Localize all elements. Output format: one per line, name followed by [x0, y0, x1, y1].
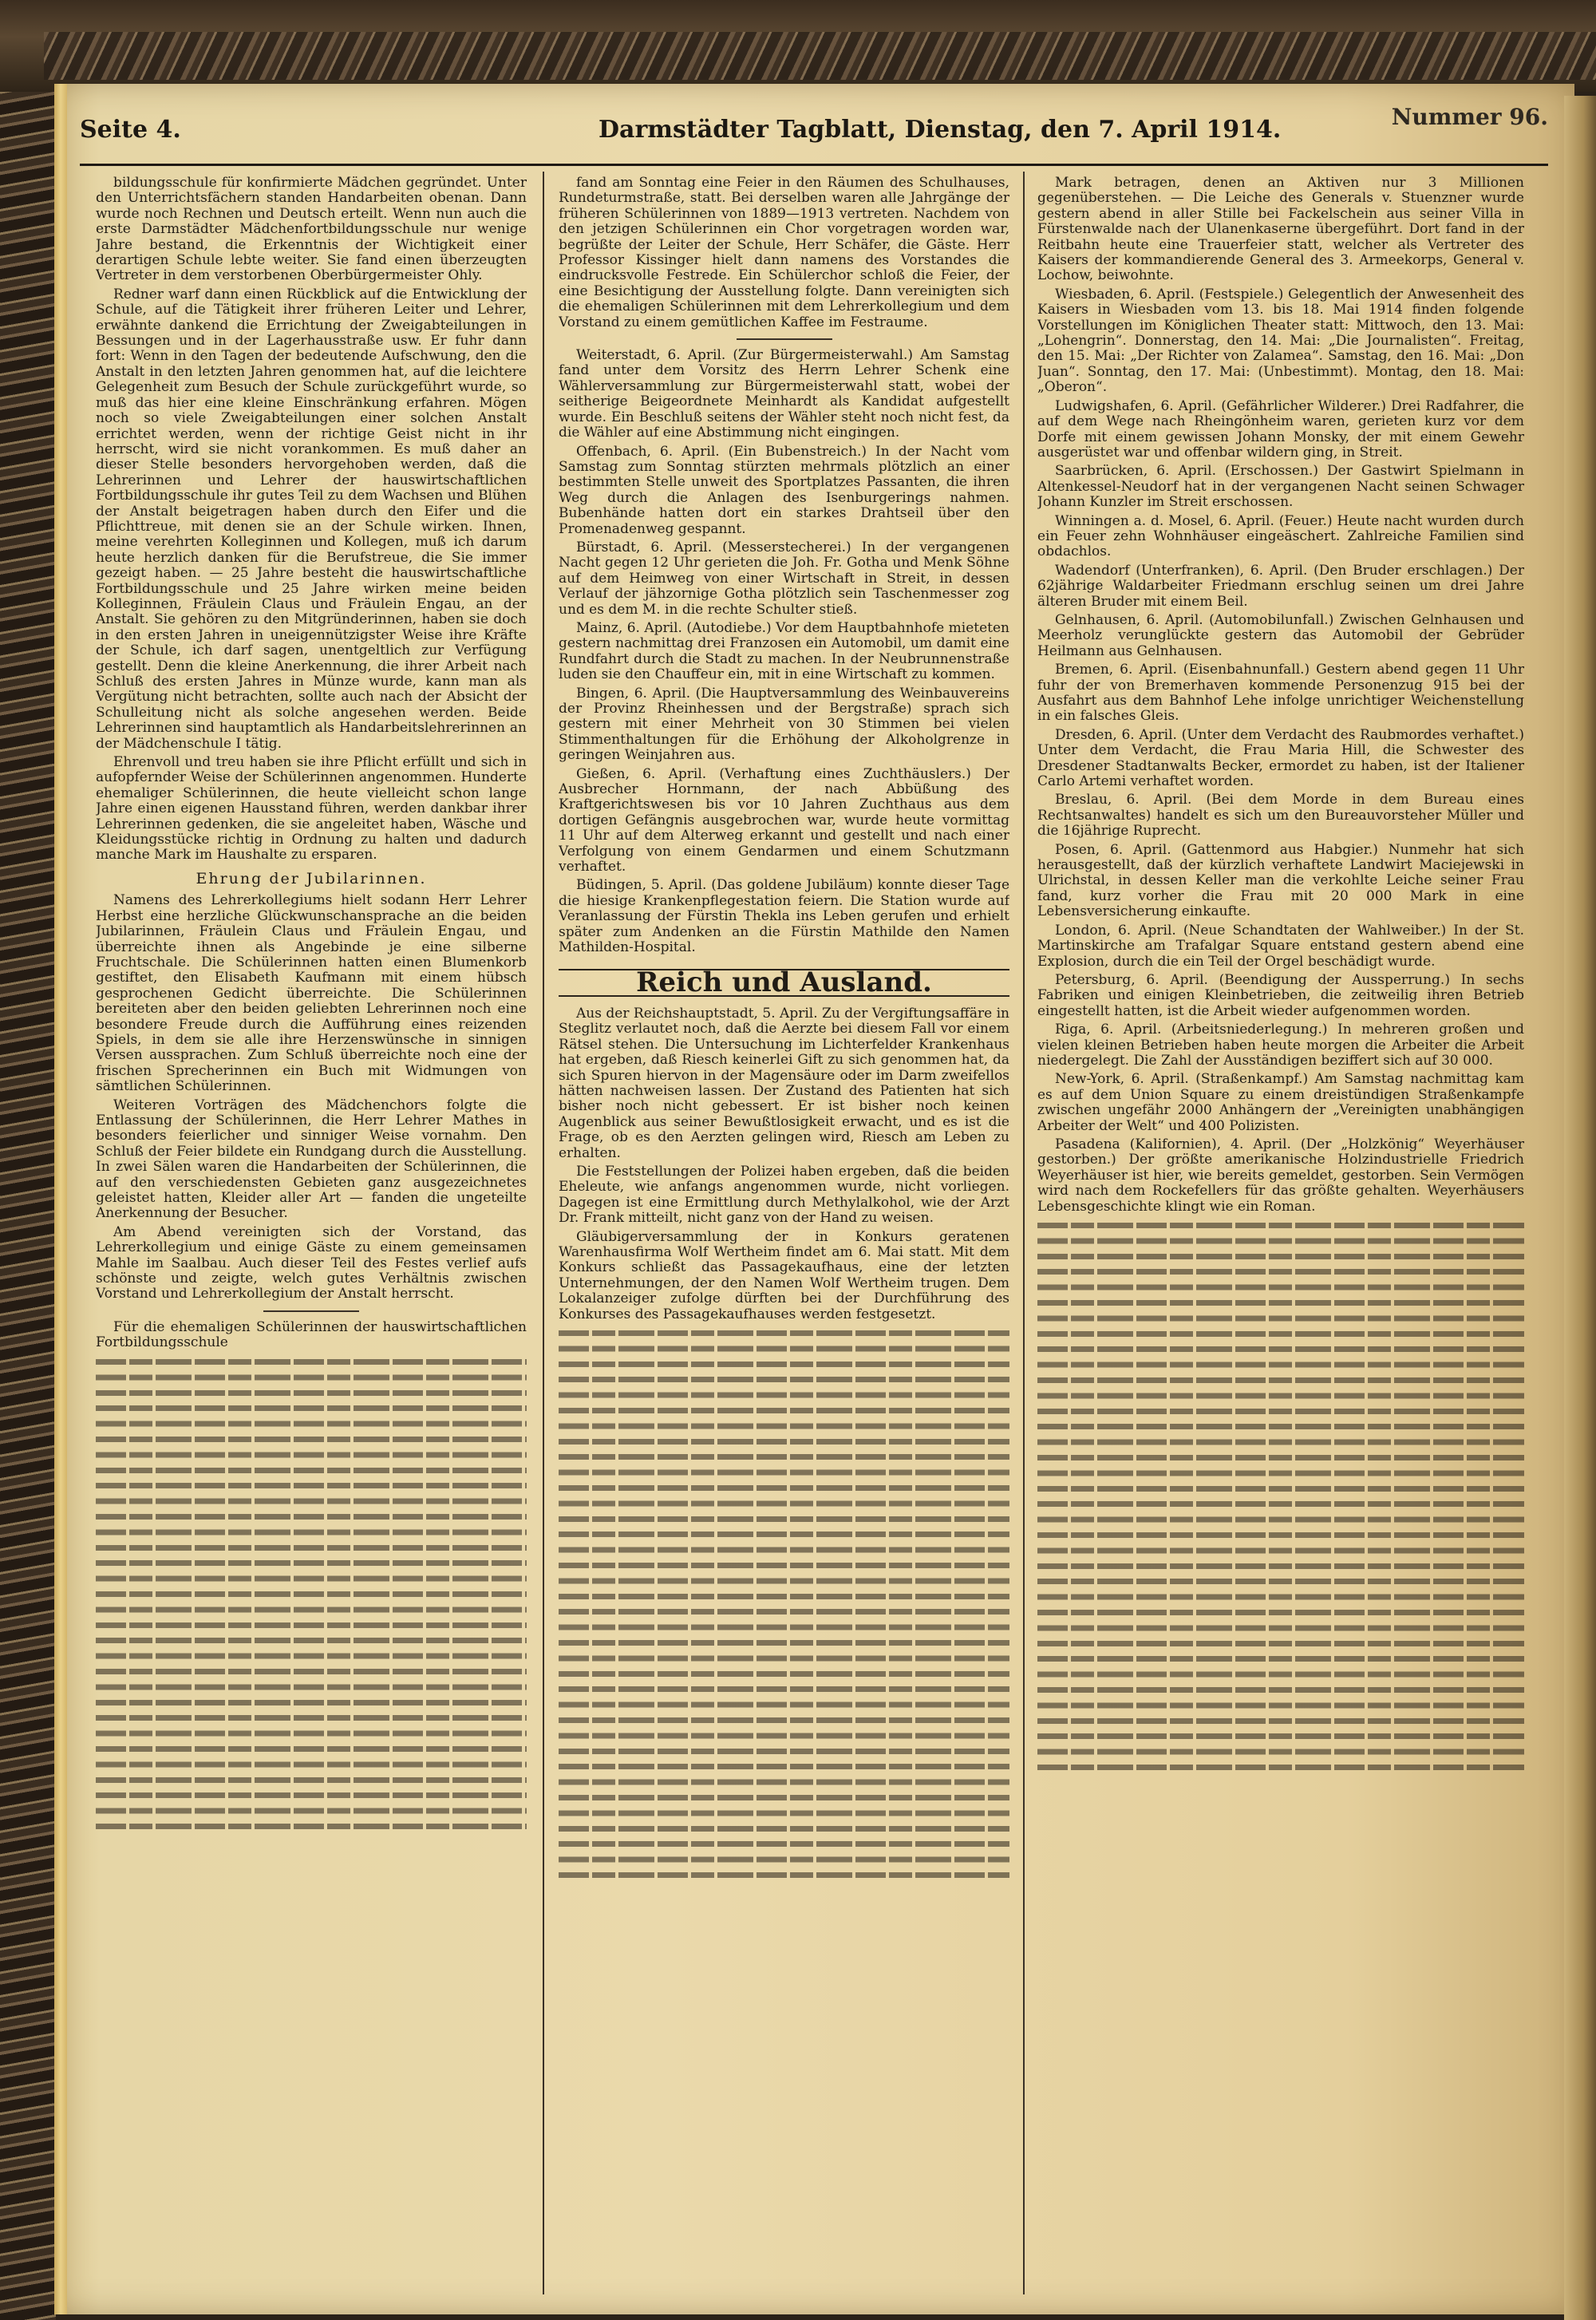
page-gutter	[54, 84, 67, 2314]
page-number-label: Seite 4.	[80, 116, 181, 144]
news-item: Offenbach, 6. April. (Ein Bubenstreich.) In der Nacht vom Samstag zum Sonntag stürzten mehrmals plötzlich an einer bestimmten Stelle unweit des Sportplatzes Passanten, die ihren Weg durch die Anlagen des Isenburgerings nahmen. Bubenhände hatten dort ein starkes Drahtseil über den Promenadenweg gespannt.	[559, 443, 1009, 537]
article-paragraph: fand am Sonntag eine Feier in den Räumen des Schulhauses, Rundeturmstraße, statt. Bei derselben waren alle Jahrgänge der früheren Schülerinnen von 1889—1913 vertreten. Nachdem von den jetzigen Schülerinnen ein Chor vorgetragen worden war, begrüßte der Leiter der Schule, Herr Schäfer, die Gäste. Herr Professor Kissinger hielt dann namens des Vorstandes die eindrucksvolle Festrede. Ein Schülerchor schloß die Feier, der eine Besichtigung der Ausstellung folgte. Dann vereinigten sich die ehemaligen Schülerinnen mit dem Lehrerkollegium und dem Vorstand zu einem gemütlichen Kaffee im Festraume.	[559, 176, 1009, 330]
news-item: Bürstadt, 6. April. (Messerstecherei.) In der vergangenen Nacht gegen 12 Uhr gerieten die Joh. Fr. Gotha und Menk Söhne auf dem Heimweg von einer Wirtschaft in Streit, in dessen Verlauf der jähzornige Gotha plötzlich sein Taschenmesser zog und es dem M. in die rechte Schulter stieß.	[559, 539, 1009, 618]
article-paragraph: Ehrenvoll und treu haben sie ihre Pflicht erfüllt und sich in aufopfernder Weise der Schülerinnen angenommen. Hunderte ehemaliger Schülerinnen, die heute vielleicht schon lange Jahre einen eigenen Hausstand führen, werden dankbar ihrer Lehrerinnen gedenken, die sie angeleitet haben, Wäsche und Kleidungsstücke richtig in Ordnung zu halten und dadurch manche Mark im Haushalte zu ersparen.	[96, 754, 527, 864]
news-item: Weiterstadt, 6. April. (Zur Bürgermeisterwahl.) Am Samstag fand unter dem Vorsitz des Herrn Lehrer Schenk eine Wählerversammlung zur Bürgermeisterwahl statt, wobei der seitherige Beigeordnete Meinhardt als Kandidat aufgestellt wurde. Ein Beschluß seitens der Wähler steht noch nicht fest, da die Wähler auf eine Abstimmung nicht eingingen.	[559, 347, 1009, 441]
news-item: Mainz, 6. April. (Autodiebe.) Vor dem Hauptbahnhofe mieteten gestern nachmittag drei Franzosen ein Automobil, um damit eine Rundfahrt durch die Stadt zu machen. In der Neubrunnenstraße luden sie den Chauffeur ein, mit in eine Wirtschaft zu kommen.	[559, 619, 1009, 683]
paper-title: Darmstädter Tagblatt, Dienstag, den 7. April 1914.	[598, 116, 1282, 144]
text-block	[559, 1326, 1009, 1884]
news-item: Die Feststellungen der Polizei haben ergeben, daß die beiden Eheleute, wie anfangs angenommen wurde, nicht vorliegen. Dagegen ist eine Ermittlung durch Methylalkohol, wie der Arzt Dr. Frank mitteilt, nicht ganz von der Hand zu weisen.	[559, 1163, 1009, 1227]
news-item: Petersburg, 6. April. (Beendigung der Aussperrung.) In sechs Fabriken und einigen Kleinbetrieben, die zeitweilig ihren Betrieb eingestellt hatten, ist die Arbeit wieder aufgenommen worden.	[1037, 971, 1524, 1019]
news-item: Riga, 6. April. (Arbeitsniederlegung.) In mehreren großen und vielen kleinen Betrieben haben heute morgen die Arbeiter die Arbeit niedergelegt. Die Zahl der Ausständigen beziffert sich auf 30 000.	[1037, 1022, 1524, 1069]
news-item: Aus der Reichshauptstadt, 5. April. Zu der Vergiftungsaffäre in Steglitz verlautet noch, daß die Aerzte bei diesem Fall vor einem Rätsel stehen. Die Untersuchung im Lichterfelder Krankenhaus hat ergeben, daß Riesch keinerlei Gift zu sich genommen hat, da sich Spuren hiervon in der Magensäure oder im Darm zweifellos hätten nachweisen lassen. Der Zustand des Patienten hat sich bisher noch nicht gebessert. Er ist bisher noch keinen Augenblick aus seiner Bewußtlosigkeit erwacht, und es ist die Frage, ob es den Aerzten gelingen wird, Riesch am Leben zu erhalten.	[559, 1005, 1009, 1161]
column-3	[1037, 176, 1524, 2294]
news-item: New-York, 6. April. (Straßenkampf.) Am Samstag nachmittag kam es auf dem Union Square zu einem dreistündigen Straßenkampfe zwischen ungefähr 2000 Anhängern der „Vereinigten unabhängigen Arbeiter der Welt“ und 400 Polizisten.	[1037, 1071, 1524, 1134]
news-item: Saarbrücken, 6. April. (Erschossen.) Der Gastwirt Spielmann in Altenkessel-Neudorf hat in der vergangenen Nacht seinen Schwager Johann Kunzler im Streit erschossen.	[1037, 463, 1524, 511]
article-paragraph: Am Abend vereinigten sich der Vorstand, das Lehrerkollegium und einige Gäste zu einem gemeinsamen Mahle im Saalbau. Auch dieser Teil des Festes verlief aufs schönste und zeigte, welch gutes Verhältnis zwischen Vorstand und Lehrerkollegium der Anstalt herrscht.	[96, 1223, 527, 1302]
article-paragraph: Weiteren Vorträgen des Mädchenchors folgte die Entlassung der Schülerinnen, die Herr Lehrer Mathes in besonders feierlicher und sinniger Weise vornahm. Den Schluß der Feier bildete ein Rundgang durch die Ausstellung. In zwei Sälen waren die Handarbeiten der Schülerinnen, die auf den verschiedensten Gebieten ganz ausgezeichnetes geleistet hatten, Kleider aller Art — fanden die ungeteilte Anerkennung der Besucher.	[96, 1097, 527, 1222]
column-1	[96, 176, 527, 2294]
news-item: Mark betragen, denen an Aktiven nur 3 Millionen gegenüberstehen. — Die Leiche des Generals v. Stuenzner wurde gestern abend in aller Stille bei Fackelschein aus seiner Villa in Fürstenwalde nach der Ulanenkaserne übergeführt. Dort fand in der Reitbahn heute eine Trauerfeier statt, welcher als Vertreter des Kaisers der kommandierende General des 3. Armeekorps, General v. Lochow, beiwohnte.	[1037, 176, 1524, 284]
article-paragraph: Namens des Lehrerkollegiums hielt sodann Herr Lehrer Herbst eine herzliche Glückwunschansprache an die beiden Jubilarinnen, Fräulein Claus und Fräulein Engau, und überreichte ihnen als Angebinde je eine silberne Fruchtschale. Die Schülerinnen hatten einen Blumenkorb gestiftet, den Elisabeth Kaufmann mit einem hübsch gesprochenen Gedicht überreichte. Die Schülerinnen bereiteten aber den beiden geliebten Lehrerinnen noch eine besondere Freude durch die Aufführung eines reizenden Spiels, in dem sie alle ihre Herzenswünsche in sinnigen Versen aussprachen. Zum Schluß überreichte noch eine der frischen Sprecherinnen ein Buch mit Widmungen von sämtlichen Schülerinnen.	[96, 892, 527, 1095]
news-item: Gläubigerversammlung der in Konkurs geratenen Warenhausfirma Wolf Wertheim findet am 6. Mai statt. Mit dem Konkurs schließt das Passagekaufhaus, eine der letzten Unternehmungen, der den Namen Wolf Wertheim trugen. Dem Lokalanzeiger zufolge dürften bei der Durchführung des Konkurses des Passagekaufhauses werden festgesetzt.	[559, 1228, 1009, 1322]
news-item: Bremen, 6. April. (Eisenbahnunfall.) Gestern abend gegen 11 Uhr fuhr der von Bremerhaven kommende Personenzug 915 bei der Ausfahrt aus dem Bahnhof Lehe infolge unrichtiger Weichenstellung in ein falsches Gleis.	[1037, 662, 1524, 725]
separator	[263, 1310, 359, 1312]
news-item: Winningen a. d. Mosel, 6. April. (Feuer.) Heute nacht wurden durch ein Feuer zehn Wohnhäuser eingeäschert. Zahlreiche Familien sind obdachlos.	[1037, 512, 1524, 560]
news-item: Bingen, 6. April. (Die Hauptversammlung des Weinbauvereins der Provinz Rheinhessen und der Bergstraße) sprach sich gestern mit einer Mehrheit von 30 Stimmen bei vielen Stimmenthaltungen für die Erhöhung der Alkoholgrenze in geringen Weinjahren aus.	[559, 685, 1009, 764]
news-item: Dresden, 6. April. (Unter dem Verdacht des Raubmordes verhaftet.) Unter dem Verdacht, die Frau Maria Hill, die Schwester des Dresdener Stadtanwalts Becker, ermordet zu haben, ist der Italiener Carlo Artemi verhaftet worden.	[1037, 726, 1524, 790]
text-block	[1037, 1218, 1524, 1777]
marbled-cover-edge	[44, 32, 1596, 80]
text-block	[96, 1354, 527, 1833]
article-paragraph: bildungsschule für konfirmierte Mädchen gegründet. Unter den Unterrichtsfächern standen Handarbeiten obenan. Dann wurde noch Rechnen und Deutsch erteilt. Wenn nun auch die erste Darmstädter Mädchenfortbildungsschule nur wenige Jahre bestand, die Erkenntnis der Wichtigkeit einer derartigen Schule lebte weiter. Sie fand einen überzeugten Vertreter in dem verstorbenen Oberbürgermeister Ohly.	[96, 176, 527, 284]
news-item: Gießen, 6. April. (Verhaftung eines Zuchthäuslers.) Der Ausbrecher Hornmann, der nach Abbüßung des Kraftgerichtswesen bis vor 10 Jahren Zuchthaus aus dem dortigen Gefängnis ausgebrochen war, wurde heute vormittag 11 Uhr auf dem Alterweg erkannt und gestellt und nach einer Verfolgung von einem Gendarmen und einem Schutzmann verhaftet.	[559, 765, 1009, 875]
separator	[737, 338, 832, 340]
column-rule	[1023, 172, 1025, 2294]
news-item: Breslau, 6. April. (Bei dem Morde in dem Bureau eines Rechtsanwaltes) handelt es sich um den Bureauvorsteher Müller und die 16jährige Ruprecht.	[1037, 792, 1524, 840]
masthead	[80, 104, 1548, 166]
article-paragraph: Redner warf dann einen Rückblick auf die Entwicklung der Schule, auf die Tätigkeit ihrer früheren Leiter und Lehrer, erwähnte dankend die Errichtung der Zweigabteilungen in Bessungen und in der Lagerhausstraße usw. Er fuhr dann fort: Wenn in den Tagen der bedeutende Aufschwung, den die Anstalt in den letzten Jahren genommen hat, auf die leichtere Gelegenheit zum Besuch der Schule zurückgeführt wurde, so muß das hier eine kleine Einschränkung erfahren. Mögen noch so viele Zweigabteilungen einer solchen Anstalt errichtet werden, wenn der richtige Geist nicht in ihr herrscht, wird sie nicht vorankommen. Es muß daher an dieser Stelle besonders hervorgehoben werden, daß die Lehrerinnen und Lehrer der hauswirtschaftlichen Fortbildungsschule ihr gutes Teil zu dem Wachsen und Blühen der Anstalt beigetragen haben durch den Eifer und die Pflichttreue, mit denen sie an der Schule wirken. Ihnen, meine verehrten Kolleginnen und Kollegen, muß ich darum heute herzlich danken für die Berufstreue, die Sie immer gezeigt haben. — 25 Jahre besteht die hauswirtschaftliche Fortbildungsschule und 25 Jahre wirken meine beiden Kolleginnen, Fräulein Claus und Fräulein Engau, an der Anstalt. Sie gehören zu den Mitgründerinnen, haben sie doch in den ersten Jahren in uneigennützigster Weise ihre Kräfte der Schule, ich darf sagen, unentgeltlich zur Verfügung gestellt. Denn die kleine Anerkennung, die ihrer Arbeit nach Schluß des ersten Jahres in Münze wurde, kann man als Vergütung nicht betrachten, sollte auch nach der Absicht der Schulleitung nicht als solche angesehen werden. Beide Lehrerinnen sind hauptamtlich als Handarbeitslehrerinnen an der Mädchenschule I tätig.	[96, 286, 527, 752]
news-item: Gelnhausen, 6. April. (Automobilunfall.) Zwischen Gelnhausen und Meerholz verunglückte gestern das Automobil der Gebrüder Heilmann aus Gelnhausen.	[1037, 611, 1524, 659]
book-binding-left	[0, 0, 56, 2320]
news-item: Wiesbaden, 6. April. (Festspiele.) Gelegentlich der Anwesenheit des Kaisers in Wiesbaden vom 13. bis 18. Mai 1914 finden folgende Vorstellungen im Königlichen Theater statt: Mittwoch, den 13. Mai: „Lohengrin“. Donnerstag, den 14. Mai: „Die Journalisten“. Freitag, den 15. Mai: „Der Richter von Zalamea“. Samstag, den 16. Mai: „Don Juan“. Sonntag, den 17. Mai: (Unbestimmt). Montag, den 18. Mai: „Oberon“.	[1037, 286, 1524, 396]
news-item: Büdingen, 5. April. (Das goldene Jubiläum) konnte dieser Tage die hiesige Krankenpflegestation feiern. Die Station wurde auf Veranlassung der Fürstin Thekla ins Leben gerufen und erhielt später zum Andenken an die Fürstin Mathilde den Namen Mathilden-Hospital.	[559, 877, 1009, 956]
news-item: Posen, 6. April. (Gattenmord aus Habgier.) Nunmehr hat sich herausgestellt, daß der kürzlich verhaftete Landwirt Maciejewski in Ulrichstal, in dessen Keller man die verkohlte Leiche seiner Frau fand, kurz vorher die Frau mit 20 000 Mark in eine Lebensversicherung einkaufte.	[1037, 841, 1524, 920]
news-item: London, 6. April. (Neue Schandtaten der Wahlweiber.) In der St. Martinskirche am Trafalgar Square entstand gestern abend eine Explosion, durch die ein Teil der Orgel beschädigt wurde.	[1037, 922, 1524, 970]
page-stack-edge	[1564, 96, 1596, 2320]
article-paragraph: Für die ehemaligen Schülerinnen der hauswirtschaftlichen Fortbildungsschule	[96, 1318, 527, 1351]
subheading-jubilarinnen: Ehrung der Jubilarinnen.	[196, 869, 427, 887]
issue-number: Nummer 96.	[1391, 104, 1548, 130]
news-item: Ludwigshafen, 6. April. (Gefährlicher Wilderer.) Drei Radfahrer, die auf dem Wege nach Rheingönheim waren, gerieten kurz vor dem Dorfe mit einem gewissen Johann Monsky, der mit einem Gewehr ausgerüstet war und offenbar wildern ging, in Streit.	[1037, 397, 1524, 460]
news-item: Pasadena (Kalifornien), 4. April. (Der „Holzkönig“ Weyerhäuser gestorben.) Der größte amerikanische Holzindustrielle Friedrich Weyerhäuser ist hier, wie bereits gemeldet, gestorben. Sein Vermögen wird nach dem Rockefellers für das größte gehalten. Weyerhäusers Lebensgeschichte klingt wie ein Roman.	[1037, 1136, 1524, 1215]
column-2	[559, 176, 1009, 2294]
news-item: Wadendorf (Unterfranken), 6. April. (Den Bruder erschlagen.) Der 62jährige Waldarbeiter Friedmann erschlug seinen um drei Jahre älteren Bruder mit einem Beil.	[1037, 562, 1524, 610]
section-title: Reich und Ausland.	[559, 969, 1009, 997]
column-rule	[543, 172, 544, 2294]
